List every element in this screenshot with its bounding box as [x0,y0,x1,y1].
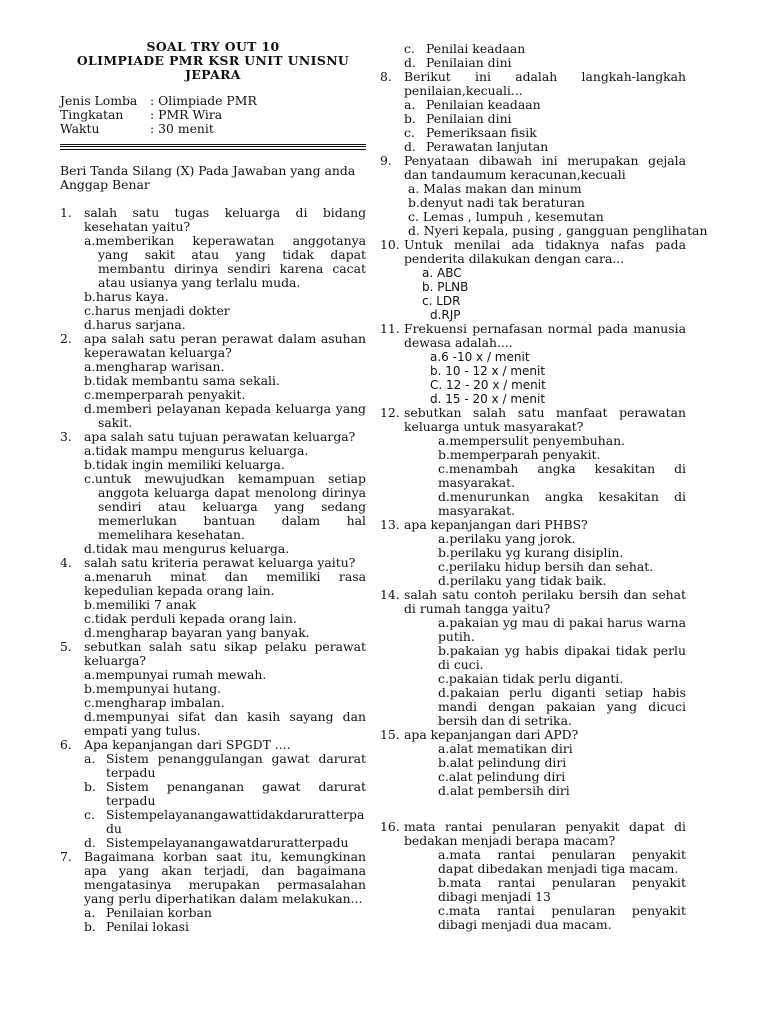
answer-option[interactable] [84,668,366,682]
answer-option[interactable] [438,560,686,574]
option-text: c.untuk mewujudkan kemampuan setiap anggota keluarga dapat menolong dirinya sendiri atau keluarga yang sedang memerlukan bantuan dalam hal memelihara kesehatan. [84,471,366,542]
question-number: 7. [60,849,72,864]
option-text: a.tidak mampu mengurus keluarga. [84,443,309,458]
option-letter: b. [84,919,96,934]
question-text: salah satu contoh perilaku bersih dan sehat di rumah tangga yaitu? [404,587,686,616]
option-text: Penilai keadaan [426,41,526,56]
option-letter: b. [404,111,416,126]
answer-option[interactable] [438,546,686,560]
answer-option[interactable] [84,598,366,612]
option-text: a.pakaian yg mau di pakai harus warna putih. [438,615,686,644]
question [380,518,686,532]
answer-option[interactable] [84,836,366,850]
question-number: 12. [380,405,400,420]
answer-option[interactable] [438,616,686,644]
meta-key: Waktu [60,121,100,136]
option-text: b.alat pelindung diri [438,755,567,770]
question-text: salah satu kriteria perawat keluarga yaitu? [84,555,356,570]
option-text: d.pakaian perlu diganti setiap habis mandi dengan pakaian yang dicuci bersih dan di setrika. [438,685,686,728]
option-text: c.tidak perduli kepada orang lain. [84,611,297,626]
option-text: a.alat mematikan diri [438,741,573,756]
option-text: b. PLNB [422,280,469,294]
option-text: c.mengharap imbalan. [84,695,225,710]
question-text: apa kepanjangan dari PHBS? [404,517,588,532]
answer-option[interactable] [84,626,366,640]
question-text: Apa kepanjangan dari SPGDT .... [84,737,291,752]
right-column [380,41,708,932]
option-text: a.memberikan keperawatan anggotanya yang sakit atau yang tidak dapat membantu dirinya sendiri karena cacat atau usianya yang terlalu muda. [84,233,366,290]
option-text: b. 10 - 12 x / menit [430,364,546,378]
option-text: c.perilaku hidup bersih dan sehat. [438,559,654,574]
option-text: b.tidak membantu sama sekali. [84,373,280,388]
answer-option[interactable] [84,710,366,738]
question-number: 2. [60,331,72,346]
option-text: c. LDR [422,294,461,308]
answer-option[interactable] [84,920,366,934]
option-text: Penilaian dini [426,111,512,126]
option-text: d.menurunkan angka kesakitan di masyarakat. [438,489,686,518]
option-text: Sistempelayanangawatdaruratterpadu [106,835,349,850]
option-text: d.RJP [430,308,461,322]
option-text: Penilaian korban [106,905,212,920]
option-text: b.mata rantai penularan penyakit dibagi menjadi 13 [438,875,686,904]
question-text: sebutkan salah satu sikap pelaku perawat keluarga? [84,639,366,668]
option-text: d. Nyeri kepala, pusing , gangguan penglihatan [408,223,708,238]
answer-option[interactable] [408,196,686,210]
question-number: 6. [60,737,72,752]
answer-option[interactable] [422,308,686,322]
question [60,850,366,906]
question [380,588,686,616]
answer-option[interactable] [438,756,686,770]
option-letter: a. [84,905,96,920]
meta-row [60,122,366,136]
answer-option[interactable] [438,686,686,728]
answer-option[interactable] [84,444,366,458]
question [380,728,686,742]
meta-value: : PMR Wira [150,107,223,122]
option-text: a.mata rantai penularan penyakit dapat dibedakan menjadi tiga macam. [438,847,686,876]
answer-option[interactable] [84,472,366,542]
option-letter: c. [404,125,415,140]
answer-option[interactable] [84,612,366,626]
question [380,322,686,350]
option-text: c.pakaian tidak perlu diganti. [438,671,624,686]
answer-option[interactable] [438,770,686,784]
answer-option[interactable] [84,696,366,710]
option-text: d.harus sarjana. [84,317,186,332]
option-text: c.alat pelindung diri [438,769,566,784]
answer-option[interactable] [404,126,686,140]
answer-option[interactable] [422,266,686,280]
meta-row [60,108,366,122]
question-text: apa salah satu peran perawat dalam asuhan keperawatan keluarga? [84,331,366,360]
question-text: apa kepanjangan dari APD? [404,727,579,742]
answer-option[interactable] [438,784,686,798]
option-text: a.mempersulit penyembuhan. [438,433,626,448]
option-text: d.perilaku yang tidak baik. [438,573,607,588]
option-text: c.mata rantai penularan penyakit dibagi menjadi dua macam. [438,903,686,932]
answer-option[interactable] [404,98,686,112]
answer-option[interactable] [422,280,686,294]
answer-option[interactable] [84,374,366,388]
answer-option[interactable] [84,234,366,290]
option-text: Sistem penanggulangan gawat darurat terpadu [106,751,366,780]
option-text: c.memperparah penyakit. [84,387,246,402]
question [380,820,686,848]
answer-option[interactable] [438,490,686,518]
question [60,430,366,444]
answer-option[interactable] [438,848,686,876]
answer-option[interactable] [438,448,686,462]
answer-option[interactable] [84,906,366,920]
question-text: Berikut ini adalah langkah-langkah penilaian,kecuali... [404,69,686,98]
question [380,238,686,266]
title-line-2: OLIMPIADE PMR KSR UNIT UNISNU [76,53,350,68]
question [60,556,366,570]
question-text: Bagaimana korban saat itu, kemungkinan apa yang akan terjadi, dan bagaimana mengatasinya merupakan permasalahan yang perlu diperhatikan dalam melakukan... [84,849,366,906]
question-number: 11. [380,321,400,336]
option-letter: c. [404,41,415,56]
answer-option[interactable] [438,574,686,588]
instruction: Beri Tanda Silang (X) Pada Jawaban yang anda Anggap Benar [60,163,356,192]
left-column [60,40,366,934]
option-text: Perawatan lanjutan [426,139,549,154]
option-text: b.memperparah penyakit. [438,447,601,462]
option-text: a.perilaku yang jorok. [438,531,576,546]
question-number: 13. [380,517,400,532]
question-text: salah satu tugas keluarga di bidang kesehatan yaitu? [84,205,366,234]
meta-key: Tingkatan [60,107,124,122]
option-text: d.memberi pelayanan kepada keluarga yang sakit. [84,401,366,430]
question-number: 14. [380,587,400,602]
answer-option[interactable] [438,876,686,904]
option-text: Penilaian keadaan [426,97,541,112]
answer-option[interactable] [84,318,366,332]
option-letter: a. [404,97,416,112]
question [380,70,686,98]
question [60,206,366,234]
answer-option[interactable] [430,392,686,406]
option-letter: d. [404,139,416,154]
option-text: Pemeriksaan fisik [426,125,537,140]
option-text: b.denyut nadi tak beraturan [408,195,585,210]
answer-option[interactable] [408,223,708,238]
option-text: a.mengharap warisan. [84,359,225,374]
option-text: a.menaruh minat dan memiliki rasa kepedulian kepada orang lain. [84,569,366,598]
answer-option[interactable] [438,532,686,546]
divider [60,149,366,150]
question-number: 10. [380,237,400,252]
option-text: b.pakaian yg habis dipakai tidak perlu di cuci. [438,643,686,672]
option-text: d.alat pembersih diri [438,783,570,798]
answer-option[interactable] [438,672,686,686]
question-number: 15. [380,727,400,742]
document-title [60,40,366,82]
meta-key: Jenis Lomba [60,93,138,108]
answer-option[interactable] [438,434,686,448]
option-text: c.harus menjadi dokter [84,303,230,318]
question-number: 8. [380,69,392,84]
title-line-3: JEPARA [185,67,241,82]
answer-option[interactable] [84,808,366,836]
option-text: d.mempunyai sifat dan kasih sayang dan empati yang tulus. [84,709,366,738]
option-text: Sistempelayanangawattidakdaruratterpadu [106,807,365,836]
question-number: 16. [380,819,400,834]
question [60,640,366,668]
option-text: b.mempunyai hutang. [84,681,222,696]
answer-option[interactable] [422,294,686,308]
answer-option[interactable] [430,364,686,378]
option-text: d.tidak mau mengurus keluarga. [84,541,290,556]
option-letter: d. [404,55,416,70]
option-text: b.perilaku yg kurang disiplin. [438,545,624,560]
answer-option[interactable] [438,904,686,932]
question-number: 5. [60,639,72,654]
answer-option[interactable] [404,140,686,154]
answer-option[interactable] [408,210,686,224]
question-number: 1. [60,205,72,220]
question-text: Penyataan dibawah ini merupakan gejala dan tandaumum keracunan,kecuali [404,153,686,182]
answer-option[interactable] [84,402,366,430]
title-line-1: SOAL TRY OUT 10 [146,39,280,54]
answer-option[interactable] [404,56,686,70]
option-text: b.memiliki 7 anak [84,597,197,612]
answer-option[interactable] [430,350,686,364]
question-number: 3. [60,429,72,444]
option-text: d. 15 - 20 x / menit [430,392,546,406]
meta-value: : 30 menit [150,121,214,136]
option-text: b.harus kaya. [84,289,169,304]
option-letter: b. [84,779,96,794]
option-text: Sistem penanganan gawat darurat terpadu [106,779,366,808]
answer-option[interactable] [84,542,366,556]
question-number: 9. [380,153,392,168]
question [380,154,686,182]
option-text: a. ABC [422,266,462,280]
answer-option[interactable] [408,182,686,196]
answer-option[interactable] [438,644,686,672]
answer-option[interactable] [84,682,366,696]
answer-option[interactable] [84,780,366,808]
meta-row [60,94,366,108]
option-text: a.6 -10 x / menit [430,350,530,364]
answer-option[interactable] [404,112,686,126]
option-text: C. 12 - 20 x / menit [430,378,546,392]
question [60,738,366,752]
answer-option[interactable] [84,458,366,472]
option-text: Penilaian dini [426,55,512,70]
exam-meta [60,94,366,136]
answer-option[interactable] [438,462,686,490]
question-text: Untuk menilai ada tidaknya nafas pada penderita dilakukan dengan cara... [404,237,686,266]
answer-option[interactable] [438,742,686,756]
option-text: c.menambah angka kesakitan di masyarakat. [438,461,686,490]
option-text: a. Malas makan dan minum [408,181,582,196]
question [380,406,686,434]
answer-option[interactable] [84,290,366,304]
question-text: mata rantai penularan penyakit dapat di bedakan menjadi berapa macam? [404,819,686,848]
question-text: apa salah satu tujuan perawatan keluarga? [84,429,356,444]
answer-option[interactable] [84,388,366,402]
option-text: b.tidak ingin memiliki keluarga. [84,457,285,472]
option-text: a.mempunyai rumah mewah. [84,667,267,682]
option-text: Penilai lokasi [106,919,189,934]
question-number: 4. [60,555,72,570]
answer-option[interactable] [84,360,366,374]
option-letter: c. [84,807,95,822]
answer-option[interactable] [84,570,366,598]
option-text: c. Lemas , lumpuh , kesemutan [408,209,604,224]
question-text: sebutkan salah satu manfaat perawatan keluarga untuk masyarakat? [404,405,686,434]
question-text: Frekuensi pernafasan normal pada manusia dewasa adalah.... [404,321,686,350]
option-letter: a. [84,751,96,766]
answer-option[interactable] [430,378,686,392]
answer-option[interactable] [404,42,686,56]
option-text: d.mengharap bayaran yang banyak. [84,625,310,640]
meta-value: : Olimpiade PMR [150,93,257,108]
answer-option[interactable] [84,752,366,780]
option-letter: d. [84,835,96,850]
question [60,332,366,360]
answer-option[interactable] [84,304,366,318]
